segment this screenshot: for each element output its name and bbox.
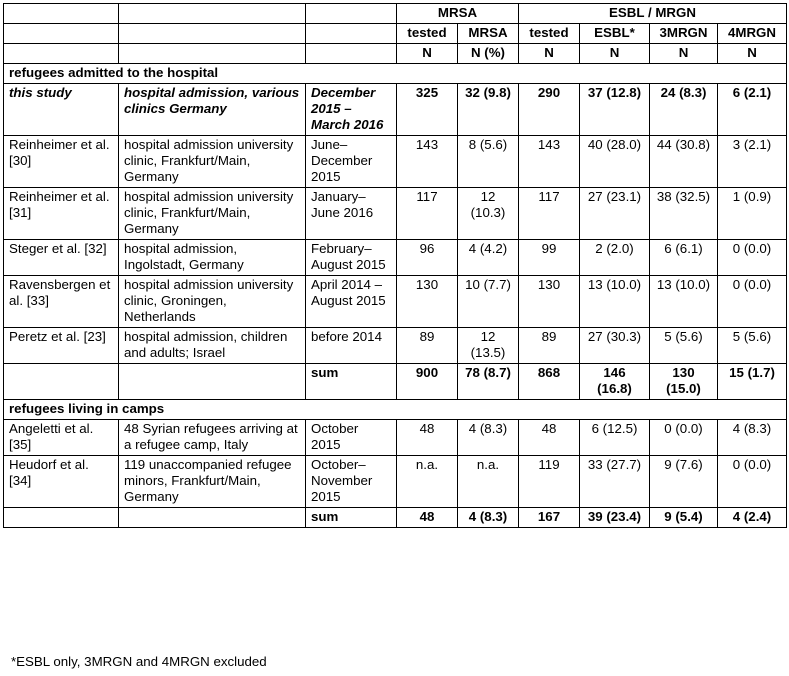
sum-value-cell: 48: [397, 508, 458, 528]
setting-cell: 119 unaccompanied refugee minors, Frankfurt/Main, Germany: [119, 456, 306, 508]
setting-cell: hospital admission university clinic, Frankfurt/Main, Germany: [119, 136, 306, 188]
value-cell: 6 (2.1): [718, 84, 787, 136]
value-cell: 0 (0.0): [718, 276, 787, 328]
value-cell: 48: [397, 420, 458, 456]
value-cell: 9 (7.6): [650, 456, 718, 508]
table-row: [4, 276, 787, 328]
header-empty: [119, 24, 306, 44]
header-unit: N: [580, 44, 650, 64]
setting-cell: hospital admission university clinic, Groningen, Netherlands: [119, 276, 306, 328]
section-title: refugees admitted to the hospital: [4, 64, 787, 84]
period-cell: before 2014: [306, 328, 397, 364]
value-cell: 2 (2.0): [580, 240, 650, 276]
header-group-mrsa: MRSA: [397, 4, 519, 24]
value-cell: 12 (10.3): [458, 188, 519, 240]
table-row: [4, 456, 787, 508]
setting-cell: hospital admission, various clinics Germany: [119, 84, 306, 136]
value-cell: 13 (10.0): [650, 276, 718, 328]
value-cell: 0 (0.0): [718, 456, 787, 508]
sum-label: sum: [306, 364, 397, 400]
study-cell: Steger et al. [32]: [4, 240, 119, 276]
period-cell: April 2014 – August 2015: [306, 276, 397, 328]
value-cell: 48: [519, 420, 580, 456]
sum-value-cell: 4 (8.3): [458, 508, 519, 528]
table-row: [4, 188, 787, 240]
sum-value-cell: 167: [519, 508, 580, 528]
header-empty: [119, 4, 306, 24]
value-cell: 5 (5.6): [650, 328, 718, 364]
footnote: *ESBL only, 3MRGN and 4MRGN excluded: [11, 654, 267, 669]
table-row: [4, 84, 787, 136]
table-row: [4, 420, 787, 456]
value-cell: 143: [519, 136, 580, 188]
value-cell: n.a.: [397, 456, 458, 508]
study-cell: Reinheimer et al. [30]: [4, 136, 119, 188]
header-empty: [4, 24, 119, 44]
period-cell: October 2015: [306, 420, 397, 456]
header-unit: N: [650, 44, 718, 64]
value-cell: 117: [519, 188, 580, 240]
prevalence-table: [3, 3, 787, 528]
table-row: [4, 240, 787, 276]
setting-cell: 48 Syrian refugees arriving at a refugee camp, Italy: [119, 420, 306, 456]
value-cell: 96: [397, 240, 458, 276]
value-cell: 27 (30.3): [580, 328, 650, 364]
value-cell: 89: [519, 328, 580, 364]
value-cell: 38 (32.5): [650, 188, 718, 240]
value-cell: 10 (7.7): [458, 276, 519, 328]
empty-cell: [119, 364, 306, 400]
value-cell: 8 (5.6): [458, 136, 519, 188]
setting-cell: hospital admission, Ingolstadt, Germany: [119, 240, 306, 276]
value-cell: 143: [397, 136, 458, 188]
header-empty: [4, 4, 119, 24]
section-header-row: [4, 64, 787, 84]
header-unit: N (%): [458, 44, 519, 64]
header-columns-row: [4, 24, 787, 44]
setting-cell: hospital admission, children and adults; Israel: [119, 328, 306, 364]
sum-value-cell: 146 (16.8): [580, 364, 650, 400]
header-col: tested: [519, 24, 580, 44]
value-cell: 44 (30.8): [650, 136, 718, 188]
empty-cell: [4, 508, 119, 528]
value-cell: 24 (8.3): [650, 84, 718, 136]
header-empty: [119, 44, 306, 64]
empty-cell: [4, 364, 119, 400]
header-unit: N: [397, 44, 458, 64]
table-row: [4, 136, 787, 188]
period-cell: October– November 2015: [306, 456, 397, 508]
value-cell: 6 (6.1): [650, 240, 718, 276]
value-cell: 4 (8.3): [718, 420, 787, 456]
header-group-esbl: ESBL / MRGN: [519, 4, 787, 24]
sum-value-cell: 15 (1.7): [718, 364, 787, 400]
value-cell: 33 (27.7): [580, 456, 650, 508]
period-cell: February– August 2015: [306, 240, 397, 276]
header-empty: [306, 44, 397, 64]
value-cell: 117: [397, 188, 458, 240]
period-cell: January– June 2016: [306, 188, 397, 240]
study-cell: Ravensbergen et al. [33]: [4, 276, 119, 328]
section-header-row: [4, 400, 787, 420]
value-cell: 3 (2.1): [718, 136, 787, 188]
sum-value-cell: 130 (15.0): [650, 364, 718, 400]
value-cell: 6 (12.5): [580, 420, 650, 456]
period-cell: June– December 2015: [306, 136, 397, 188]
header-col: tested: [397, 24, 458, 44]
value-cell: 27 (23.1): [580, 188, 650, 240]
sum-value-cell: 9 (5.4): [650, 508, 718, 528]
study-cell: Peretz et al. [23]: [4, 328, 119, 364]
study-cell: Angeletti et al. [35]: [4, 420, 119, 456]
value-cell: 4 (8.3): [458, 420, 519, 456]
value-cell: 0 (0.0): [718, 240, 787, 276]
value-cell: n.a.: [458, 456, 519, 508]
study-cell: this study: [4, 84, 119, 136]
value-cell: 32 (9.8): [458, 84, 519, 136]
header-empty: [306, 4, 397, 24]
header-col: 3MRGN: [650, 24, 718, 44]
section-title: refugees living in camps: [4, 400, 787, 420]
value-cell: 99: [519, 240, 580, 276]
sum-row: [4, 508, 787, 528]
value-cell: 130: [519, 276, 580, 328]
table-row: [4, 328, 787, 364]
sum-row: [4, 364, 787, 400]
header-units-row: [4, 44, 787, 64]
header-group-row: [4, 4, 787, 24]
value-cell: 119: [519, 456, 580, 508]
setting-cell: hospital admission university clinic, Frankfurt/Main, Germany: [119, 188, 306, 240]
value-cell: 37 (12.8): [580, 84, 650, 136]
empty-cell: [119, 508, 306, 528]
study-cell: Reinheimer et al. [31]: [4, 188, 119, 240]
value-cell: 290: [519, 84, 580, 136]
sum-value-cell: 39 (23.4): [580, 508, 650, 528]
value-cell: 4 (4.2): [458, 240, 519, 276]
header-empty: [306, 24, 397, 44]
value-cell: 13 (10.0): [580, 276, 650, 328]
header-unit: N: [519, 44, 580, 64]
header-empty: [4, 44, 119, 64]
value-cell: 89: [397, 328, 458, 364]
study-cell: Heudorf et al. [34]: [4, 456, 119, 508]
period-cell: December 2015 – March 2016: [306, 84, 397, 136]
value-cell: 5 (5.6): [718, 328, 787, 364]
header-col: ESBL*: [580, 24, 650, 44]
header-col: MRSA: [458, 24, 519, 44]
header-col: 4MRGN: [718, 24, 787, 44]
value-cell: 12 (13.5): [458, 328, 519, 364]
value-cell: 130: [397, 276, 458, 328]
sum-value-cell: 78 (8.7): [458, 364, 519, 400]
header-unit: N: [718, 44, 787, 64]
sum-value-cell: 4 (2.4): [718, 508, 787, 528]
value-cell: 1 (0.9): [718, 188, 787, 240]
sum-label: sum: [306, 508, 397, 528]
value-cell: 0 (0.0): [650, 420, 718, 456]
sum-value-cell: 900: [397, 364, 458, 400]
value-cell: 40 (28.0): [580, 136, 650, 188]
table-container: [3, 3, 787, 528]
sum-value-cell: 868: [519, 364, 580, 400]
value-cell: 325: [397, 84, 458, 136]
